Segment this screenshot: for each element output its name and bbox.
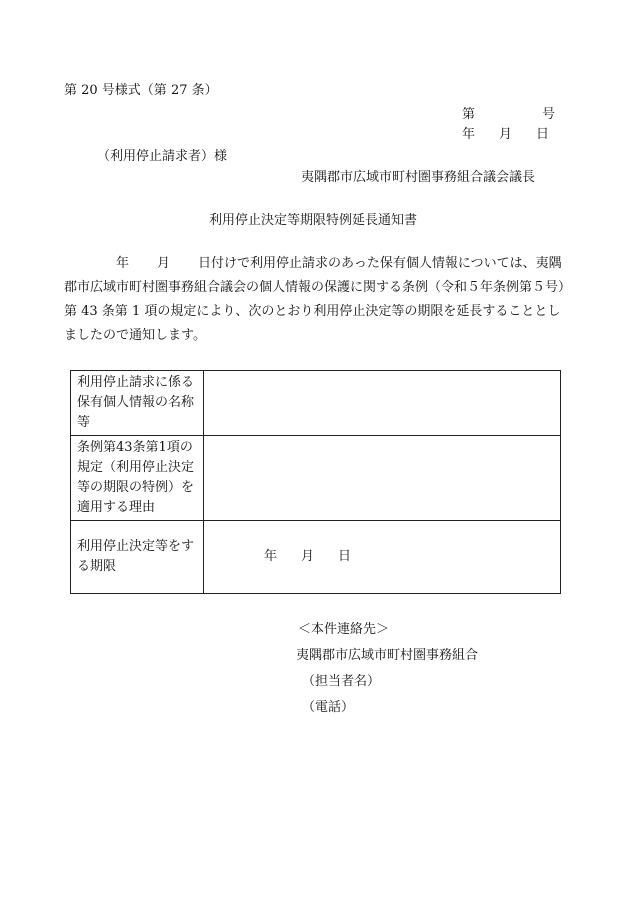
- table-row: [71, 371, 561, 436]
- contact-person: （担当者名）: [302, 674, 381, 689]
- row3-label-line: 利用停止決定等をす: [77, 539, 195, 554]
- contact-org: 夷隅郡市広域市町村圏事務組合: [296, 648, 479, 663]
- info-table: [70, 370, 561, 594]
- row2-label-line: 適用する理由: [77, 500, 156, 515]
- row2-label-line: 等の期限の特例）を: [77, 480, 195, 495]
- date-month: 月: [499, 127, 513, 142]
- contact-phone: （電話）: [302, 700, 355, 715]
- document-title: 利用停止決定等期限特例延長通知書: [209, 213, 418, 228]
- contact-heading: ＜本件連絡先＞: [298, 622, 390, 637]
- table-row: [71, 436, 561, 521]
- sender: 夷隅郡市広域市町村圏事務組合議会議長: [301, 170, 536, 185]
- row2-label-line: 条例第43条第1項の: [77, 440, 193, 455]
- deadline-date-cell[interactable]: [204, 521, 561, 594]
- date-year: 年: [462, 127, 476, 142]
- body-year: 年: [116, 256, 130, 271]
- body-text: [64, 252, 572, 348]
- row1-label-line: 等: [77, 415, 91, 430]
- row1-label-line: 保有個人情報の名称: [77, 395, 195, 410]
- table-value-cell[interactable]: [204, 371, 561, 436]
- table-label-cell: [71, 521, 204, 594]
- body-line-1: [64, 252, 569, 276]
- body-line-1-rest: 日付けで利用停止請求のあった保有個人情報については、夷隅: [198, 256, 562, 271]
- body-line-3: 第 43 条第 1 項の規定により、次のとおり利用停止決定等の期限を延長することとし: [64, 304, 561, 319]
- contact-block: [296, 617, 478, 721]
- row3-label-line: る期限: [77, 559, 117, 574]
- row2-label-line: 規定（利用停止決定: [77, 460, 195, 475]
- addressee: （利用停止請求者）様: [97, 149, 228, 164]
- form-number: 第 20 号様式（第 27 条）: [64, 83, 218, 98]
- deadline-month: 月: [301, 549, 315, 564]
- table-label-cell: [71, 371, 204, 436]
- document-number-prefix: 第: [462, 107, 476, 122]
- body-line-2: 郡市広域市町村圏事務組合議会の個人情報の保護に関する条例（令和５年条例第５号）: [64, 280, 572, 295]
- row1-label-line: 利用停止請求に係る: [77, 375, 195, 390]
- document-number-suffix: 号: [542, 107, 556, 122]
- date-day: 日: [536, 127, 550, 142]
- body-month: 月: [157, 256, 171, 271]
- table-value-cell[interactable]: [204, 436, 561, 521]
- table-label-cell: [71, 436, 204, 521]
- document-date: [462, 128, 549, 141]
- body-line-4: ましたので通知します。: [64, 328, 206, 343]
- table-row: [71, 521, 561, 594]
- deadline-year: 年: [264, 549, 278, 564]
- deadline-day: 日: [338, 549, 352, 564]
- document-number: [462, 108, 555, 121]
